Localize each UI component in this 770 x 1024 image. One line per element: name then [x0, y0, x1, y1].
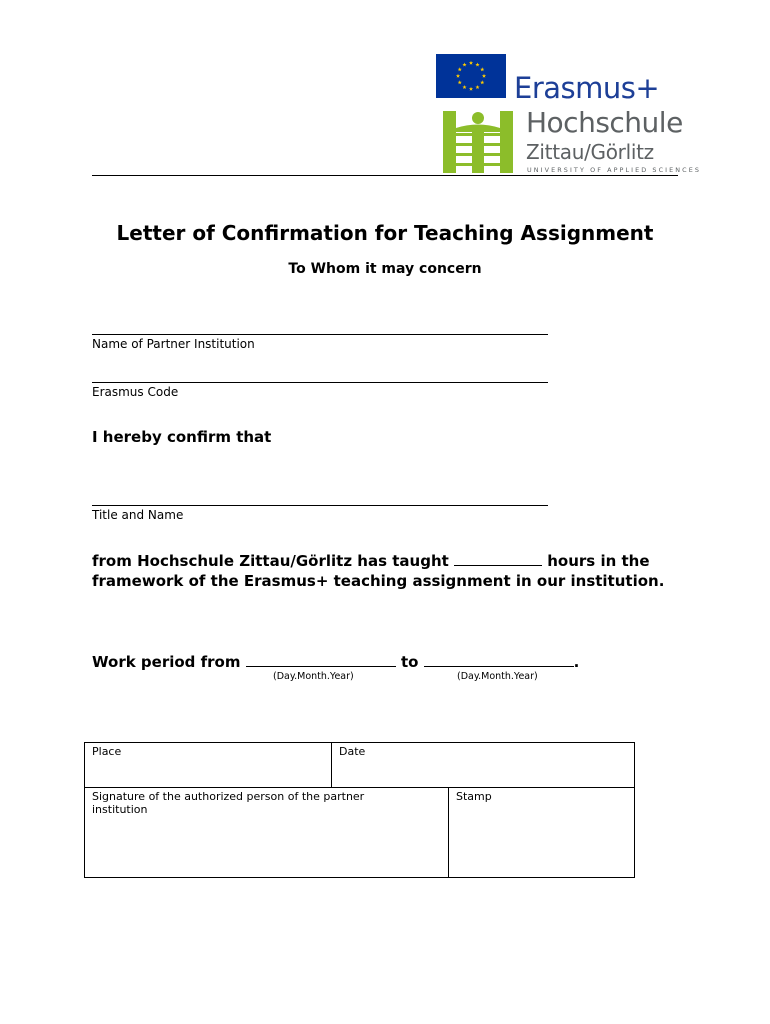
- title-and-name-field[interactable]: [92, 505, 548, 506]
- document-title: Letter of Confirmation for Teaching Assignment: [116, 221, 654, 245]
- place-cell[interactable]: [85, 743, 331, 787]
- date-label: Date: [339, 745, 366, 758]
- erasmus-plus-logo-text: Erasmus+: [514, 71, 660, 105]
- work-period-to-label: to: [395, 653, 424, 671]
- title-and-name-label: Title and Name: [92, 508, 184, 522]
- signature-label: Signature of the authorized person of the partner institution: [92, 790, 365, 816]
- university-name-line2: Zittau/Görlitz: [526, 140, 654, 164]
- stamp-label: Stamp: [456, 790, 492, 803]
- erasmus-code-field[interactable]: [92, 382, 548, 383]
- partner-institution-label: Name of Partner Institution: [92, 337, 255, 351]
- date-cell[interactable]: [332, 743, 634, 787]
- confirm-heading: I hereby confirm that: [92, 428, 272, 446]
- university-name-line1: Hochschule: [526, 106, 683, 139]
- statement-part2: hours in the framework of the Erasmus+ teaching assignment in our institution.: [92, 552, 665, 590]
- date-format-hint-from: (Day.Month.Year): [273, 671, 354, 682]
- place-label: Place: [92, 745, 122, 758]
- work-period-label: Work period from: [92, 653, 246, 671]
- work-period-row: [92, 652, 579, 672]
- header-divider: [92, 175, 678, 176]
- work-period-from-field[interactable]: [246, 652, 396, 667]
- date-format-hint-to: (Day.Month.Year): [457, 671, 538, 682]
- stamp-cell[interactable]: [449, 788, 634, 877]
- signature-table: [84, 742, 635, 878]
- university-subtitle: UNIVERSITY OF APPLIED SCIENCES: [527, 166, 702, 174]
- partner-institution-field[interactable]: [92, 334, 548, 335]
- hochschule-zittau-goerlitz-emblem-icon: [443, 111, 513, 173]
- statement-part1: from Hochschule Zittau/Görlitz has taught: [92, 552, 455, 570]
- salutation: To Whom it may concern: [288, 261, 482, 277]
- hours-field[interactable]: [454, 551, 542, 566]
- signature-cell[interactable]: [85, 788, 448, 877]
- work-period-to-field[interactable]: [424, 652, 574, 667]
- work-period-end: .: [573, 653, 580, 671]
- teaching-statement: [92, 551, 692, 591]
- eu-flag-logo: [436, 54, 506, 98]
- erasmus-code-label: Erasmus Code: [92, 385, 179, 399]
